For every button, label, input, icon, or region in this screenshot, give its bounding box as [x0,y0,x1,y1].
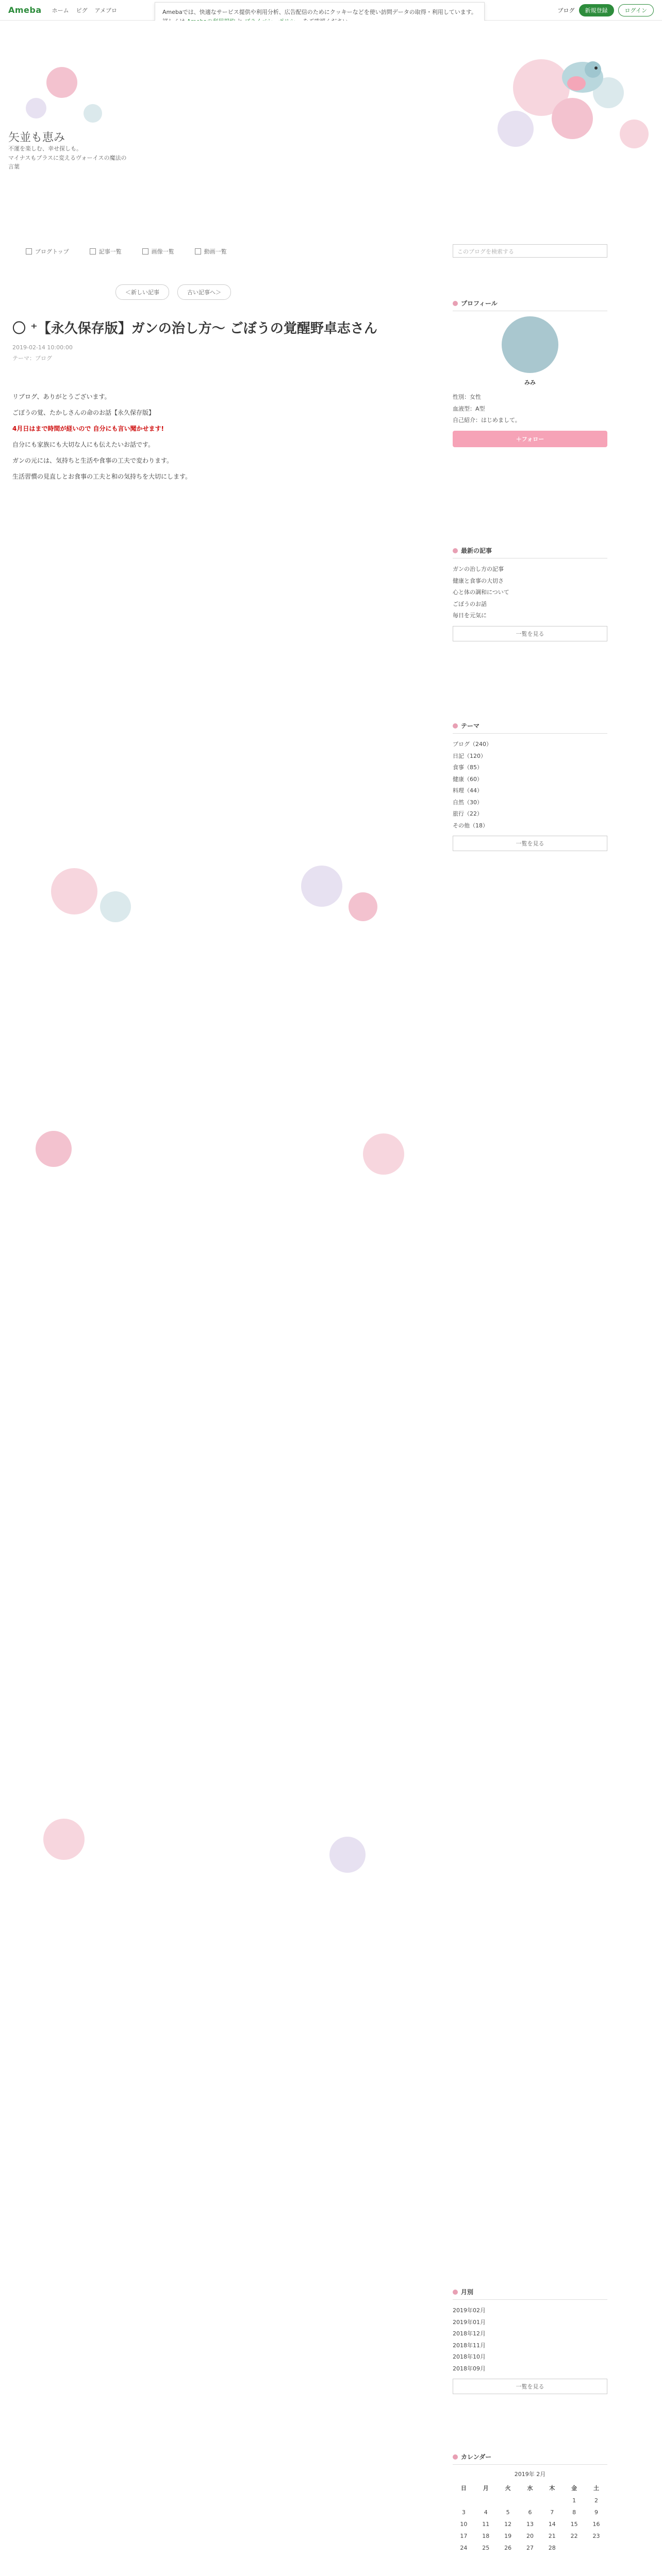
article-paragraph: ガンの元には、気持ちと生活や食事の工夫で変わります。 [12,457,173,464]
archive-item[interactable]: 2019年01月 [453,2318,486,2326]
heading-icon [453,2454,458,2460]
calendar-title: 2019年 2月 [514,2471,546,2478]
calendar-day[interactable]: 27 [526,2545,534,2551]
article-paragraph: ごぼうの覚、たかしさんの命のお話【永久保存版】 [12,409,155,416]
article-paragraph: 自分にも家族にも大切な人にも伝えたいお話です。 [12,441,155,448]
calendar-day[interactable]: 15 [570,2521,578,2528]
heading-icon [453,2290,458,2295]
blog-header [0,21,662,227]
flower-illustration [12,1108,425,1195]
login-button[interactable]: ログイン [618,4,654,16]
profile-line: 自己紹介：はじめまして。 [453,417,521,423]
calendar-day[interactable]: 21 [548,2533,556,2539]
flower-illustration [12,850,425,938]
calendar-day [563,2542,585,2554]
theme-item[interactable]: 料理（44） [453,787,483,794]
heading-label: 月別 [461,2289,474,2296]
recent-heading [453,546,607,558]
calendar-day[interactable]: 18 [482,2533,490,2539]
top-nav [52,6,117,14]
sidebar-archive [453,2287,607,2394]
archive-item[interactable]: 2018年12月 [453,2330,486,2337]
article-nav [115,284,231,300]
calendar-day[interactable]: 12 [504,2521,512,2528]
archive-item[interactable]: 2018年11月 [453,2342,486,2349]
tab-articles[interactable] [90,247,122,256]
list-icon [90,248,96,255]
image-icon [142,248,148,255]
archive-item[interactable]: 2019年02月 [453,2307,486,2314]
heading-label: プロフィール [461,300,498,307]
heading-label: カレンダー [461,2453,492,2461]
calendar-day[interactable]: 6 [528,2509,532,2516]
newer-article-button[interactable]: ＜新しい記事 [115,284,169,300]
sidebar-profile [453,299,607,451]
sidebar-recent [453,546,607,641]
calendar-week-header [453,2481,607,2495]
profile-heading [453,299,607,311]
follow-button[interactable]: ＋フォロー [453,431,607,447]
weekday: 水 [527,2485,533,2492]
blog-description: 不運を楽しむ、幸せ探しも。 マイナスもプラスに変えるヴォーイスの魔法の言葉 [8,145,127,171]
calendar-day[interactable]: 2 [594,2497,599,2504]
theme-item[interactable]: 健康（60） [453,775,483,783]
theme-heading [453,721,607,734]
blog-tabs [26,247,227,256]
article-paragraph: リブログ、ありがとうございます。 [12,393,111,400]
article-theme[interactable]: テーマ：ブログ [12,355,52,362]
weekday: 土 [593,2485,600,2492]
blog-title[interactable]: 矢並も恵み [8,131,65,144]
article-header [12,319,425,362]
weekday: 月 [483,2485,489,2492]
calendar-day[interactable]: 26 [504,2545,512,2551]
calendar-day[interactable]: 16 [592,2521,600,2528]
calendar-day[interactable]: 14 [548,2521,556,2528]
heading-label: テーマ [461,722,480,730]
tab-label: 記事一覧 [98,248,122,255]
calendar-day[interactable]: 23 [592,2533,600,2539]
calendar-day[interactable]: 4 [484,2509,488,2516]
recent-item[interactable]: ごぼうのお話 [453,600,487,607]
theme-item[interactable]: 旅行（22） [453,810,483,817]
theme-item[interactable]: 日記（120） [453,752,486,759]
tab-blog-top[interactable] [26,247,69,256]
older-article-button[interactable]: 古い記事へ＞ [177,284,231,300]
avatar[interactable] [502,316,558,373]
archive-more-button[interactable]: 一覧を見る [453,2379,607,2394]
article-paragraph: 生活習慣の見直しとお食事の工夫と和の気持ちを大切にします。 [12,473,192,480]
profile-line: 血液型：A型 [453,405,485,412]
profile-line: 性別：女性 [453,394,481,400]
calendar-heading [453,2452,607,2465]
calendar-day[interactable]: 22 [570,2533,578,2539]
calendar-row [453,2530,607,2542]
article-paragraph: 4月日はまで時間が経いので 自分にも言い聞かせます! [12,425,164,432]
calendar-day[interactable]: 10 [460,2521,468,2528]
weekday: 金 [571,2485,577,2492]
article-title: 〇 ⁺【永久保存版】ガンの治し方〜 ごぼうの覚醒野卓志さん [12,321,377,336]
themes-more-button[interactable]: 一覧を見る [453,836,607,851]
theme-item[interactable]: その他（18） [453,822,488,829]
article-date: 2019-02-14 10:00:00 [12,344,73,351]
calendar-day[interactable]: 9 [594,2509,599,2516]
calendar-day[interactable]: 28 [548,2545,556,2551]
tab-label: ブログトップ [35,248,69,255]
calendar-day [519,2495,541,2506]
calendar-day [541,2495,563,2506]
calendar-day[interactable]: 13 [526,2521,534,2528]
calendar-day[interactable]: 8 [572,2509,576,2516]
tab-label: 動画一覧 [204,248,227,255]
tab-label: 画像一覧 [151,248,174,255]
calendar-day[interactable]: 20 [526,2533,534,2539]
theme-item[interactable]: ブログ（240） [453,741,492,748]
heading-label: 最新の記事 [461,547,492,554]
blog-search-input[interactable]: このブログを検索する [453,244,607,258]
calendar-day[interactable]: 24 [460,2545,468,2551]
article-body [12,392,425,487]
archive-heading [453,2287,607,2300]
calendar-row [453,2495,607,2506]
archive-item[interactable]: 2018年09月 [453,2365,486,2372]
flower-illustration [12,1803,425,1891]
theme-item[interactable]: 食事（85） [453,764,483,771]
weekday: 日 [460,2485,467,2492]
calendar-day[interactable]: 19 [504,2533,512,2539]
video-icon [195,248,201,255]
heading-icon [453,548,458,553]
recent-item[interactable]: 心と体の調和について [453,589,509,596]
recent-item[interactable]: 毎日を元気に [453,612,487,619]
archive-item[interactable]: 2018年10月 [453,2353,486,2360]
weekday: 木 [549,2485,555,2492]
calendar-day [475,2495,497,2506]
heading-icon [453,723,458,728]
tab-videos[interactable] [195,247,227,256]
calendar-day [497,2495,519,2506]
notice-text: Amebaでは、快適なサービス提供や利用分析、広告配信のためにクッキーなどを使い訪問データの取得・利用しています。 [162,9,477,15]
calendar-day[interactable]: 5 [506,2509,510,2516]
tab-images[interactable] [142,247,174,256]
register-button[interactable]: 新規登録 [579,4,614,16]
calendar-day[interactable]: 25 [482,2545,490,2551]
nav-ameblo[interactable]: アメブロ [94,7,117,14]
sidebar-calendar [453,2452,607,2554]
heading-icon [453,301,458,306]
calendar-table [453,2481,607,2554]
recent-item[interactable]: 健康と食事の大切さ [453,577,504,584]
calendar-day[interactable]: 17 [460,2533,468,2539]
calendar-row [453,2518,607,2530]
calendar-day [453,2495,475,2506]
recent-item[interactable]: ガンの治し方の記事 [453,566,504,572]
calendar-day[interactable]: 1 [572,2497,576,2504]
calendar-day[interactable]: 11 [482,2521,490,2528]
profile-name[interactable]: みみ [524,379,536,386]
calendar-day [585,2542,607,2554]
home-icon [26,248,32,255]
calendar-day[interactable]: 7 [550,2509,554,2516]
recent-more-button[interactable]: 一覧を見る [453,626,607,641]
header-decoration [0,21,662,227]
nav-home[interactable]: ホーム [52,7,69,14]
calendar-row [453,2542,607,2554]
sidebar-themes [453,721,607,851]
calendar-row [453,2506,607,2518]
theme-item[interactable]: 自然（30） [453,799,483,806]
calendar-day[interactable]: 3 [461,2509,466,2516]
ameba-logo[interactable]: Ameba [8,5,42,15]
blog-link[interactable]: ブログ [557,7,575,14]
top-right [558,4,654,16]
nav-pigg[interactable]: ピグ [76,7,88,14]
weekday: 火 [505,2485,511,2492]
